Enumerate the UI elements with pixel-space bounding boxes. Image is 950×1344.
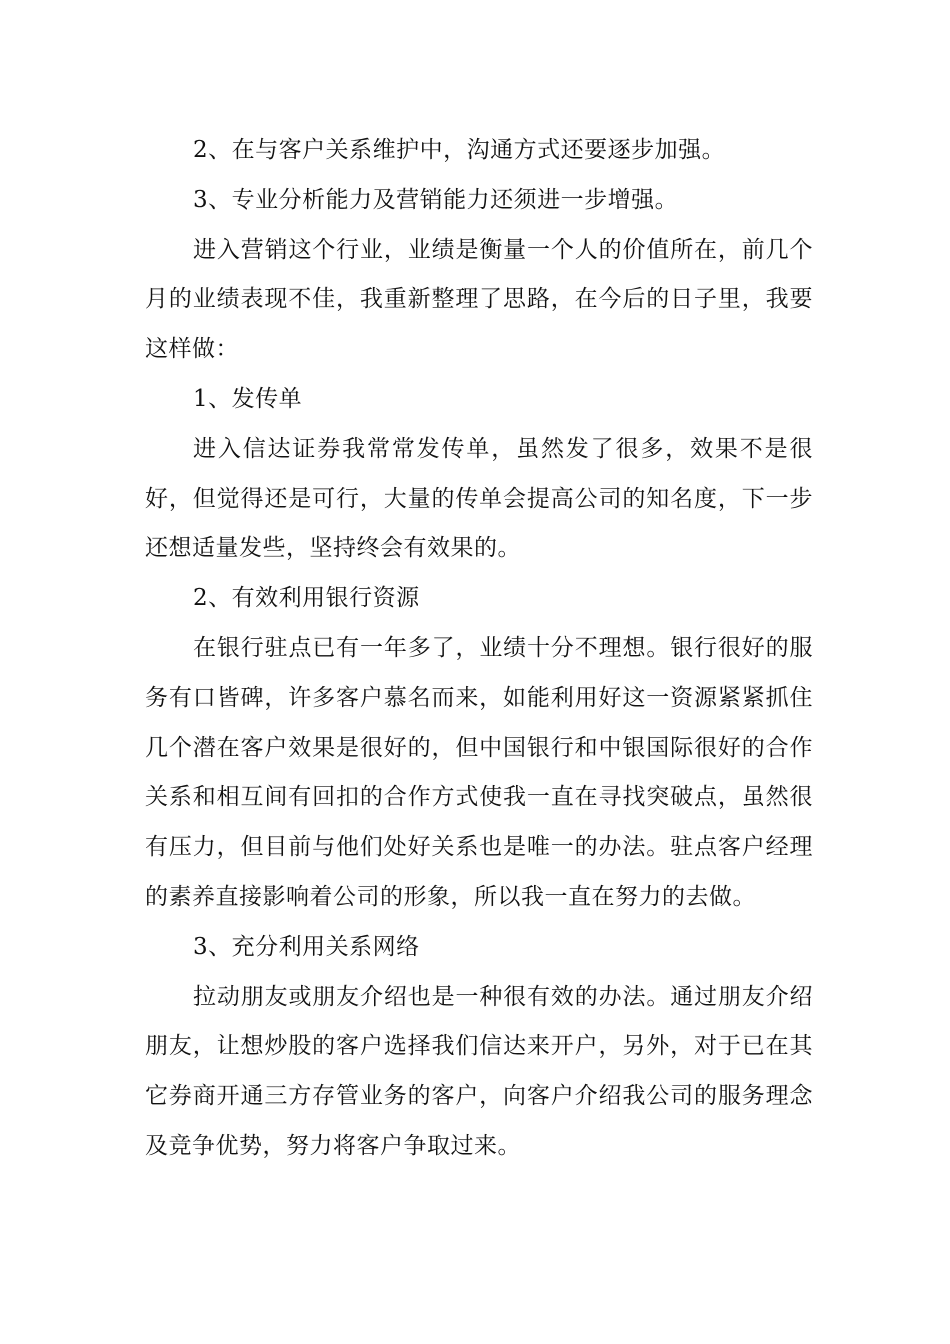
heading-flyers: 1、发传单 bbox=[193, 385, 303, 412]
heading-network: 3、充分利用关系网络 bbox=[193, 933, 420, 960]
paragraph-item-2: 2、在与客户关系维护中，沟通方式还要逐步加强。 bbox=[193, 137, 726, 163]
paragraph-item-3: 3、专业分析能力及营销能力还须进一步增强。 bbox=[193, 186, 679, 213]
document-body bbox=[145, 126, 813, 1172]
paragraph-flyers: 进入信达证券我常常发传单，虽然发了很多，效果不是很好，但觉得还是可行，大量的传单会提高公司的知名度，下一步还想适量发些，坚持终会有效果的。 bbox=[145, 435, 813, 562]
heading-bank-resources: 2、有效利用银行资源 bbox=[193, 585, 420, 612]
paragraph-network: 拉动朋友或朋友介绍也是一种很有效的办法。通过朋友介绍朋友，让想炒股的客户选择我们信达来开户，另外，对于已在其它券商开通三方存管业务的客户，向客户介绍我公司的服务理念及竞争优势，努力将客户争取过来。 bbox=[145, 983, 813, 1159]
paragraph-bank-resources: 在银行驻点已有一年多了，业绩十分不理想。银行很好的服务有口皆碑，许多客户慕名而来，如能利用好这一资源紧紧抓住几个潜在客户效果是很好的，但中国银行和中银国际很好的合作关系和相互间有回扣的合作方式使我一直在寻找突破点，虽然很有压力，但目前与他们处好关系也是唯一的办法。驻点客户经理的素养直接影响着公司的形象，所以我一直在努力的去做。 bbox=[145, 634, 813, 910]
paragraph-intro: 进入营销这个行业，业绩是衡量一个人的价值所在，前几个月的业绩表现不佳，我重新整理了思路，在今后的日子里，我要这样做： bbox=[145, 236, 813, 363]
